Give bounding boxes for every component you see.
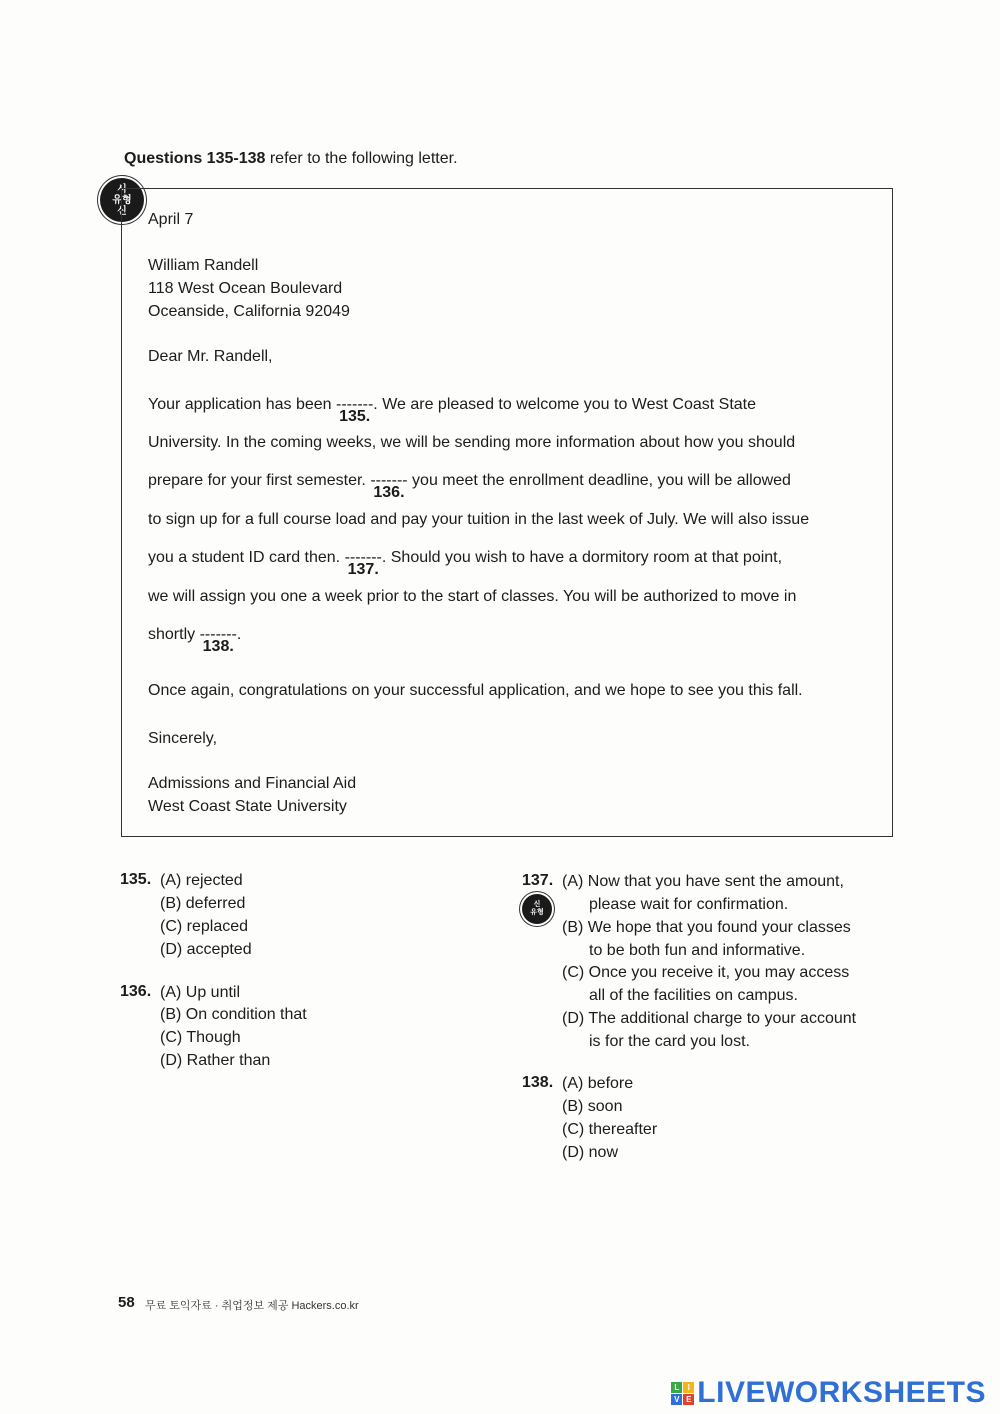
section-intro bbox=[124, 150, 458, 168]
option-135-a[interactable]: (A) rejected bbox=[160, 872, 243, 889]
intro-bold: Questions 135-138 bbox=[124, 150, 266, 167]
badge-text: 유형 bbox=[112, 194, 132, 206]
option-137-d[interactable]: (D) The additional charge to your account bbox=[562, 1010, 857, 1027]
blank-138[interactable] bbox=[199, 626, 237, 655]
badge-text: 신 bbox=[117, 205, 127, 217]
badge-text: 시 bbox=[117, 183, 127, 195]
option-136-a[interactable]: (A) Up until bbox=[160, 984, 241, 1001]
letter-line-2: University. In the coming weeks, we will be sending more information about how you should bbox=[148, 434, 796, 451]
option-137-c[interactable]: (C) Once you receive it, you may access bbox=[562, 964, 850, 981]
signature-2: West Coast State University bbox=[148, 798, 347, 815]
liveworksheets-text: LIVEWORKSHEETS bbox=[697, 1376, 986, 1409]
option-137-d-cont: is for the card you lost. bbox=[589, 1033, 750, 1050]
logo-letter: E bbox=[683, 1394, 694, 1405]
blank-136[interactable] bbox=[370, 472, 408, 501]
intro-text: refer to the following letter. bbox=[265, 150, 458, 167]
option-138-b[interactable]: (B) soon bbox=[562, 1098, 623, 1115]
text: you meet the enrollment deadline, you will be allowed bbox=[407, 472, 791, 489]
logo-letter: L bbox=[671, 1382, 682, 1393]
letter-line-5 bbox=[148, 549, 783, 578]
letter-line-6: we will assign you one a week prior to the start of classes. You will be authorized to move in bbox=[148, 588, 797, 605]
badge-text: 신 bbox=[533, 901, 541, 908]
badge-text: 유형 bbox=[530, 909, 544, 916]
text: Your application has been bbox=[148, 396, 336, 413]
blank-number-136: 136. bbox=[373, 484, 405, 501]
letter-line-1 bbox=[148, 396, 757, 425]
logo-letter: I bbox=[683, 1382, 694, 1393]
question-number-138: 138. bbox=[522, 1074, 554, 1091]
option-136-c[interactable]: (C) Though bbox=[160, 1029, 241, 1046]
blank-number-135: 135. bbox=[339, 408, 371, 425]
question-number-136: 136. bbox=[120, 983, 152, 1000]
salutation: Dear Mr. Randell, bbox=[148, 348, 273, 365]
logo-letter: V bbox=[671, 1394, 682, 1405]
blank-dashes: ------- bbox=[199, 626, 237, 643]
option-135-b[interactable]: (B) deferred bbox=[160, 895, 246, 912]
option-137-a-cont: please wait for confirmation. bbox=[589, 896, 789, 913]
option-138-a[interactable]: (A) before bbox=[562, 1075, 634, 1092]
question-number-135: 135. bbox=[120, 871, 152, 888]
blank-135[interactable] bbox=[336, 396, 374, 425]
option-136-d[interactable]: (D) Rather than bbox=[160, 1052, 271, 1069]
option-137-b-cont: to be both fun and informative. bbox=[589, 942, 806, 959]
blank-number-137: 137. bbox=[347, 561, 379, 578]
option-137-c-cont: all of the facilities on campus. bbox=[589, 987, 798, 1004]
option-135-d[interactable]: (D) accepted bbox=[160, 941, 252, 958]
blank-dashes: ------- bbox=[336, 396, 374, 413]
new-type-badge-small-icon bbox=[522, 894, 552, 924]
recipient-name: William Randell bbox=[148, 257, 259, 274]
blank-dashes: ------- bbox=[344, 549, 382, 566]
letter-line-7 bbox=[148, 626, 242, 655]
letter-line-4: to sign up for a full course load and pay your tuition in the last week of July. We will also issue bbox=[148, 511, 810, 528]
text: . bbox=[236, 626, 242, 643]
signoff: Sincerely, bbox=[148, 730, 218, 747]
option-137-a[interactable]: (A) Now that you have sent the amount, bbox=[562, 873, 844, 890]
option-137-b[interactable]: (B) We hope that you found your classes bbox=[562, 919, 851, 936]
page-number: 58 bbox=[118, 1294, 135, 1311]
liveworksheets-watermark bbox=[671, 1376, 986, 1410]
closing-paragraph: Once again, congratulations on your successful application, and we hope to see you this fall. bbox=[148, 682, 803, 699]
option-135-c[interactable]: (C) replaced bbox=[160, 918, 249, 935]
option-136-b[interactable]: (B) On condition that bbox=[160, 1006, 307, 1023]
blank-dashes: ------- bbox=[370, 472, 408, 489]
liveworksheets-logo-icon bbox=[671, 1382, 694, 1405]
option-138-c[interactable]: (C) thereafter bbox=[562, 1121, 658, 1138]
question-number-137: 137. bbox=[522, 872, 554, 889]
signature-1: Admissions and Financial Aid bbox=[148, 775, 357, 792]
text: you a student ID card then. bbox=[148, 549, 345, 566]
option-138-d[interactable]: (D) now bbox=[562, 1144, 619, 1161]
footer-text: 무료 토익자료 · 취업정보 제공 Hackers.co.kr bbox=[145, 1300, 359, 1312]
blank-number-138: 138. bbox=[202, 638, 234, 655]
letter-date: April 7 bbox=[148, 211, 194, 228]
recipient-address-1: 118 West Ocean Boulevard bbox=[148, 280, 343, 297]
letter-line-3 bbox=[148, 472, 791, 501]
recipient-address-2: Oceanside, California 92049 bbox=[148, 303, 350, 320]
blank-137[interactable] bbox=[344, 549, 382, 578]
text: prepare for your first semester. bbox=[148, 472, 371, 489]
text: . Should you wish to have a dormitory room at that point, bbox=[381, 549, 783, 566]
text: shortly bbox=[148, 626, 200, 643]
text: . We are pleased to welcome you to West Coast State bbox=[373, 396, 757, 413]
